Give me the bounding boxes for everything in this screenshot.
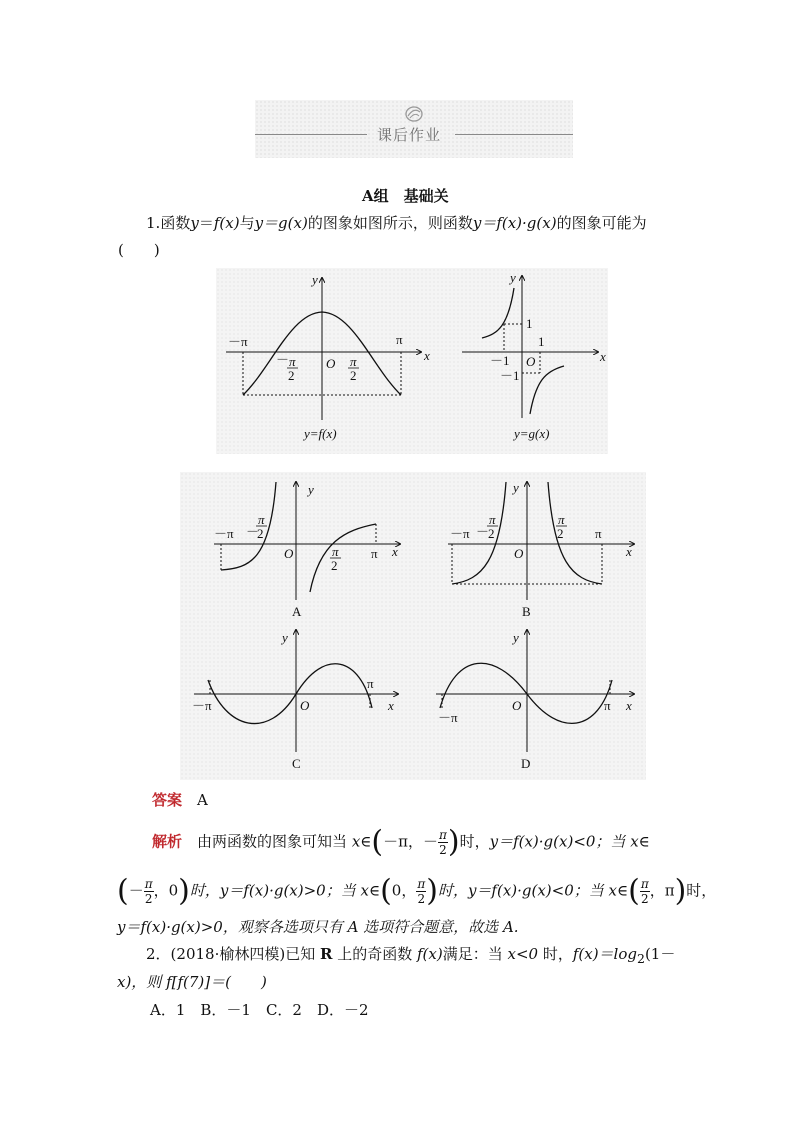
axis-label-x: x [626,698,632,713]
analysis-line-3: y＝f(x)·g(x)>0，观察各选项只有 A 选项符合题意，故选 A. [117,918,519,936]
graph-g [456,268,606,454]
axis-label-y: y [513,630,519,645]
curve [440,663,612,723]
q1-stem: 1.函数y＝f(x)与y＝g(x)的图象如图所示，则函数y＝f(x)·g(x)的图象可能为 [146,214,647,232]
fraction: $\frac{\pi}{2}$ [640,877,649,906]
banner-title: 课后作业 [377,126,442,144]
tick-label: π [258,512,265,527]
tick-label: －π [228,334,248,349]
axis-label-x: x [424,348,430,363]
option-label: A [292,604,302,619]
graph-caption: y=f(x) [304,426,337,441]
section-banner [255,100,573,158]
axis-label-y: y [308,482,314,497]
tick-label: 1 [538,334,545,349]
q1-number: 1. [146,214,161,232]
tick-label: π [595,526,602,541]
g-curve-left [482,288,514,338]
option-label: B [522,604,531,619]
fraction: $\frac{\pi}{2}$ [417,877,426,906]
tick-label: 2 [557,526,564,541]
origin-label: O [512,698,522,713]
analysis-line-2: (－ $\frac{\pi}{2}$ ，0)时，y＝f(x)·g(x)>0；当 x∈(0， $\frac{\pi}{2}$ )时，y＝f(x)·g(x)<0；当 x∈( $\frac{\pi}{2}$ ，π)时， [117,873,717,909]
tick-label: π [396,332,403,347]
origin-label: O [300,698,310,713]
option-label: D [521,756,531,771]
graph-caption: y=g(x) [514,426,550,441]
axis-label-y: y [312,272,318,287]
tick-label: 2 [488,526,495,541]
q1-blank: ( ) [118,241,160,259]
origin-label: O [284,546,294,561]
tick-label: 2 [288,368,295,383]
fraction: $\frac{\pi}{2}$ [438,828,447,857]
tick-label: π [558,512,565,527]
given-graphs-panel [216,268,608,454]
fraction: $\frac{\pi}{2}$ [144,877,153,906]
tick-label: π [604,698,611,713]
axis-label-y: y [282,630,288,645]
banner-right-line [455,134,573,135]
graph-f [216,268,431,454]
tick-label: π [489,512,496,527]
option-label: C [292,756,301,771]
tick-label: － [276,352,290,367]
tick-label: － [246,524,260,539]
answer-line [152,790,208,810]
axis-label-x: x [600,349,606,364]
axis-label-x: x [626,544,632,559]
section-title: A组 基础关 [362,187,449,205]
tick-label: －π [450,526,470,541]
analysis-label: 解析 [152,832,183,851]
q2-line-1: 2．(2018·榆林四模)已知 R 上的奇函数 f(x)满足：当 x<0 时，$f(x)=\log_2(1-$ [146,945,676,966]
tick-label: －1 [500,368,520,383]
tick-label: 2 [331,558,338,573]
tick-label: －π [214,526,234,541]
tick-label: －π [192,698,212,713]
tick-label: －π [438,710,458,725]
tick-label: π [367,676,374,691]
option-b-graph [412,472,644,624]
analysis-line-1: 解析 由两函数的图象可知当 x∈(－π，－ $\frac{\pi}{2}$ )时，y＝f(x)·g(x)<0；当 x∈ [152,824,650,860]
tick-label: 2 [350,368,357,383]
origin-label: O [514,546,524,561]
axis-label-x: x [392,544,398,559]
option-d-graph [412,622,644,778]
answer-value: A [197,791,208,809]
option-graphs-panel [180,472,646,780]
answer-label: 答案 [152,791,183,809]
tick-label: 1 [526,316,533,331]
tick-label: －1 [490,353,510,368]
tick-label: － [476,524,490,539]
curve-right [310,524,376,592]
tick-label: π [371,546,378,561]
option-c-graph [180,622,410,778]
q2-choices: A．1 B．－1 C．2 D．－2 [150,1001,369,1019]
leaf-emblem-icon [402,104,426,124]
origin-label: O [326,356,336,371]
origin-label: O [526,354,536,369]
axis-label-y: y [510,270,516,285]
q2-line-2: x)，则 f[f(7)]＝( ) [117,973,267,991]
option-a-graph [180,472,410,624]
tick-label: π [332,544,339,559]
banner-left-line [255,134,367,135]
axis-label-x: x [388,698,394,713]
tick-label: π [350,354,357,369]
axis-label-y: y [513,480,519,495]
tick-label: 2 [257,526,264,541]
tick-label: π [289,354,296,369]
